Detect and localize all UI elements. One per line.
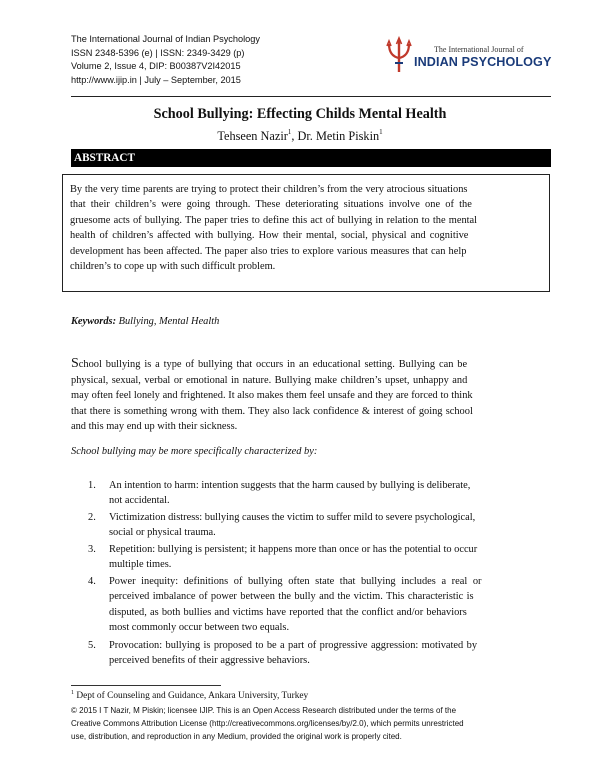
- license-line: © 2015 I T Nazir, M Piskin; licensee IJIP. This is an Open Access Research distributed under the terms of the: [71, 706, 457, 715]
- footnote-rule: [71, 685, 221, 686]
- journal-logo: [384, 36, 552, 76]
- intro-paragraph: [71, 356, 551, 435]
- author-name: Dr. Metin Piskin: [297, 129, 380, 143]
- author-affil-sup: 1: [379, 128, 383, 136]
- abstract-heading: ABSTRACT: [74, 152, 135, 164]
- intro-first-line: chool bullying is a type of bullying that occurs in an educational setting. Bullying can be: [78, 359, 468, 370]
- abstract-line: children’s to cope up with such difficult problem.: [70, 261, 276, 273]
- license-line: Creative Commons Attribution License (http://creativecommons.org/licenses/by/2.0), which permits unrestricted: [71, 719, 464, 728]
- list-item-line: perceived benefits of their aggressive behaviors.: [109, 655, 310, 667]
- list-item-line: Power inequity: definitions of bullying often state that bullying includes a real or: [109, 576, 482, 587]
- abstract-line: development has been affected. The paper also tries to explore various measures that can help: [70, 245, 467, 257]
- intro-line: that there is something wrong with them. They also lack confidence & interest of going school: [71, 405, 473, 417]
- dropcap-letter: S: [71, 356, 79, 371]
- footnote-sup: 1: [71, 690, 74, 696]
- list-item-line: Repetition: bullying is persistent; it happens more than once or has the potential to occur: [109, 544, 478, 555]
- author-name: Tehseen Nazir: [217, 129, 288, 143]
- license-notice: [71, 704, 551, 743]
- author-separator: ,: [291, 129, 298, 143]
- list-item-number: 2.: [88, 512, 96, 523]
- abstract-line: that their children’s were going through. These deteriorating situations involve one of the: [70, 199, 472, 211]
- intro-line: [71, 356, 551, 373]
- issn-line: ISSN 2348-5396 (e) | ISSN: 2349-3429 (p): [71, 47, 245, 58]
- list-item-number: 5.: [88, 640, 96, 651]
- list-item: [88, 542, 534, 573]
- list-item: [88, 638, 534, 669]
- url-date-line[interactable]: http://www.ijip.in | July – September, 2015: [71, 74, 241, 85]
- license-line: use, distribution, and reproduction in any Medium, provided the original work is properly cited.: [71, 732, 402, 741]
- abstract-line: By the very time parents are trying to protect their children’s from the very atrocious situations: [70, 184, 468, 195]
- trident-icon: [384, 36, 414, 74]
- keywords-value: Bullying, Mental Health: [116, 316, 220, 327]
- footnote-text: Dept of Counseling and Guidance, Ankara University, Turkey: [76, 691, 309, 701]
- abstract-line: health of children’s affected with bullying. How their mental, social, physical and cognitive: [70, 230, 469, 242]
- list-item: [88, 574, 534, 635]
- abstract-heading-bar: [71, 149, 551, 167]
- list-item-line: perceived imbalance of power between the bully and the victim. This characteristic is: [109, 591, 474, 603]
- intro-line: physical, sexual, verbal or emotional in nature. Bullying make children’s upset, unhappy and: [71, 374, 468, 386]
- list-intro: School bullying may be more specifically characterized by:: [71, 446, 318, 457]
- abstract-text: [70, 182, 540, 274]
- logo-small-text: The International Journal of: [434, 45, 524, 54]
- list-item-line: most commonly occur between two equals.: [109, 621, 290, 633]
- list-item-line: not accidental.: [109, 495, 170, 507]
- list-item-line: social or physical trauma.: [109, 527, 216, 539]
- list-item: [88, 510, 534, 541]
- abstract-line: gruesome acts of bullying. The paper tries to define this act of bullying in relation to the mental: [70, 214, 478, 226]
- list-item-number: 1.: [88, 480, 96, 491]
- list-item-line: multiple times.: [109, 559, 172, 571]
- header-rule: [71, 96, 551, 97]
- intro-line: and this may end up with their sickness.: [71, 421, 238, 432]
- keywords-line: [71, 316, 219, 327]
- list-item: [88, 478, 534, 509]
- list-item-number: 3.: [88, 544, 96, 555]
- volume-line: Volume 2, Issue 4, DIP: B00387V2I42015: [71, 61, 241, 72]
- logo-big-text: INDIAN PSYCHOLOGY: [414, 55, 552, 69]
- intro-line: may often feel lonely and frightened. It also makes them feel unsafe and they are forced to think: [71, 390, 473, 401]
- journal-name: The International Journal of Indian Psychology: [71, 34, 260, 44]
- author-affil-sup: 1: [287, 128, 292, 136]
- list-item-line: disputed, as both bullies and victims have reported that the conflict and/or behaviors: [109, 606, 467, 618]
- journal-header: [71, 33, 260, 87]
- footnote: [71, 690, 308, 701]
- keywords-label: Keywords:: [71, 316, 117, 327]
- paper-title: School Bullying: Effecting Childs Mental Health: [153, 106, 447, 122]
- list-item-line: An intention to harm: intention suggests that the harm caused by bullying is deliberate,: [109, 480, 471, 491]
- list-item-number: 4.: [88, 576, 96, 587]
- list-item-line: Victimization distress: bullying causes the victim to suffer mild to severe psychological,: [109, 512, 476, 523]
- list-item-line: Provocation: bullying is proposed to be a part of progressive aggression: motivated by: [109, 640, 478, 651]
- authors-line: [0, 128, 600, 144]
